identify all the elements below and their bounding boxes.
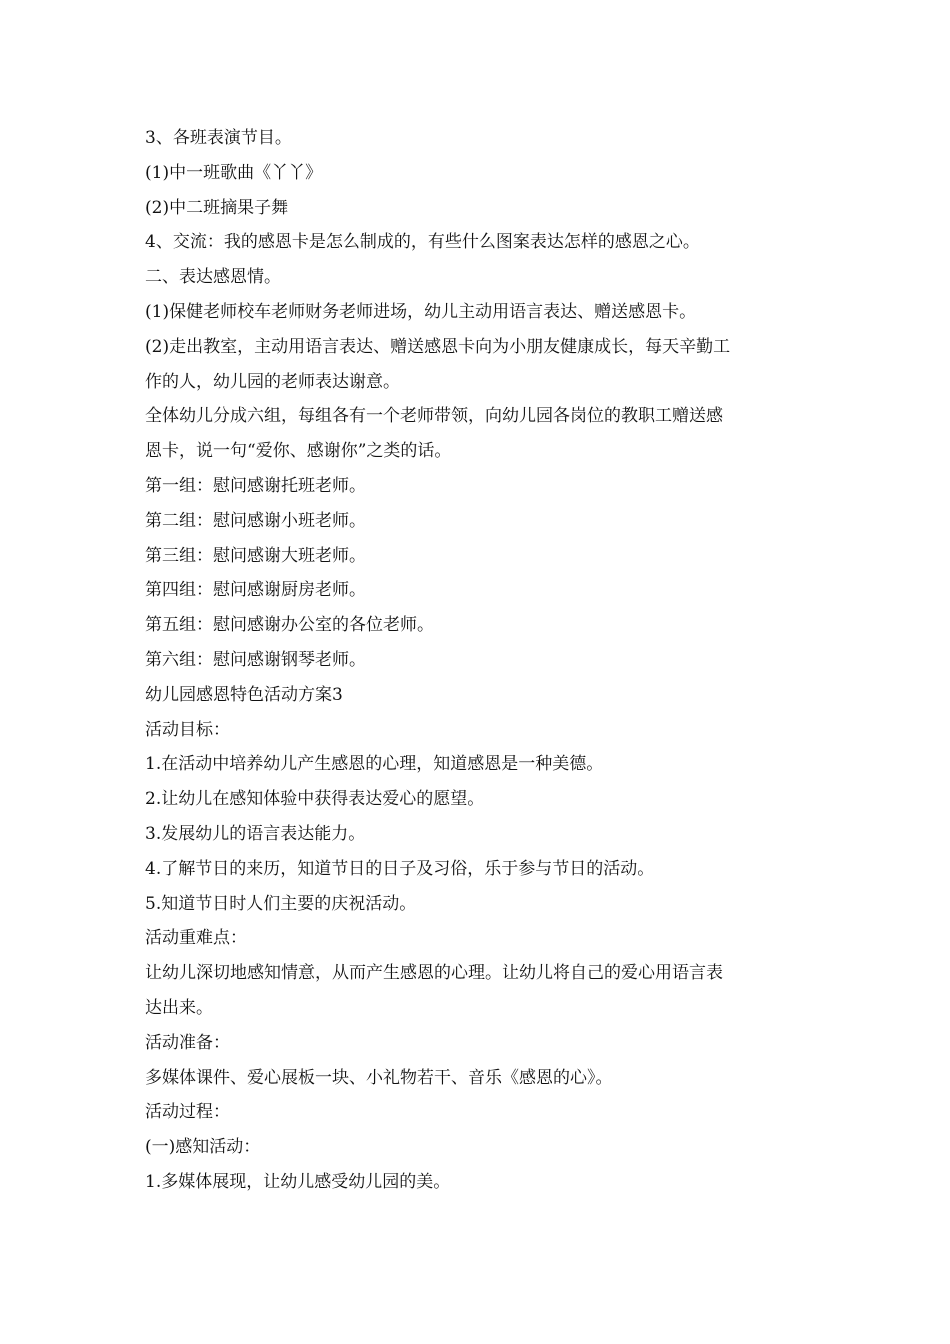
section-heading: 活动准备： xyxy=(145,1032,230,1053)
text-line: (1)保健老师校车老师财务老师进场，幼儿主动用语言表达、赠送感恩卡。 xyxy=(145,301,697,322)
text-line: 5.知道节日时人们主要的庆祝活动。 xyxy=(145,893,417,914)
text-line: 第一组：慰问感谢托班老师。 xyxy=(145,475,366,496)
text-line: 第三组：慰问感谢大班老师。 xyxy=(145,545,366,566)
paragraph-line: 全体幼儿分成六组，每组各有一个老师带领，向幼儿园各岗位的教职工赠送感 xyxy=(145,406,723,427)
section-heading: 活动过程： xyxy=(145,1102,230,1123)
document-body xyxy=(145,121,810,1200)
text-line: 多媒体课件、爱心展板一块、小礼物若干、音乐《感恩的心》。 xyxy=(145,1067,613,1088)
text-line: 3.发展幼儿的语言表达能力。 xyxy=(145,823,366,844)
text-line: 2.让幼儿在感知体验中获得表达爱心的愿望。 xyxy=(145,789,485,810)
paragraph-line: 达出来。 xyxy=(145,997,213,1018)
paragraph-line: 恩卡，说一句“爱你、感谢你”之类的话。 xyxy=(145,441,452,462)
text-line: 1.多媒体展现，让幼儿感受幼儿园的美。 xyxy=(145,1171,451,1192)
text-line: 二、表达感恩情。 xyxy=(145,267,281,288)
text-line: (2)中二班摘果子舞 xyxy=(145,197,289,218)
paragraph-line: 作的人，幼儿园的老师表达谢意。 xyxy=(145,371,400,392)
text-line: 第五组：慰问感谢办公室的各位老师。 xyxy=(145,615,434,636)
text-line: 1.在活动中培养幼儿产生感恩的心理，知道感恩是一种美德。 xyxy=(145,754,604,775)
text-line: 第四组：慰问感谢厨房老师。 xyxy=(145,580,366,601)
section-heading: 活动目标： xyxy=(145,719,230,740)
text-line: 第六组：慰问感谢钢琴老师。 xyxy=(145,649,366,670)
section-title: 幼儿园感恩特色活动方案3 xyxy=(145,684,343,705)
section-heading: 活动重难点： xyxy=(145,928,247,949)
text-line: 第二组：慰问感谢小班老师。 xyxy=(145,510,366,531)
text-line: 3、各班表演节目。 xyxy=(145,128,292,148)
text-line: 4.了解节日的来历，知道节日的日子及习俗，乐于参与节日的活动。 xyxy=(145,858,655,879)
text-line: 4、交流：我的感恩卡是怎么制成的，有些什么图案表达怎样的感恩之心。 xyxy=(145,232,700,253)
paragraph-line: 让幼儿深切地感知情意，从而产生感恩的心理。让幼儿将自己的爱心用语言表 xyxy=(145,963,723,984)
paragraph-line: (2)走出教室，主动用语言表达、赠送感恩卡向为小朋友健康成长，每天辛勤工 xyxy=(145,336,731,357)
text-line: (1)中一班歌曲《丫丫》 xyxy=(145,162,323,183)
text-line: (一)感知活动： xyxy=(145,1137,261,1158)
